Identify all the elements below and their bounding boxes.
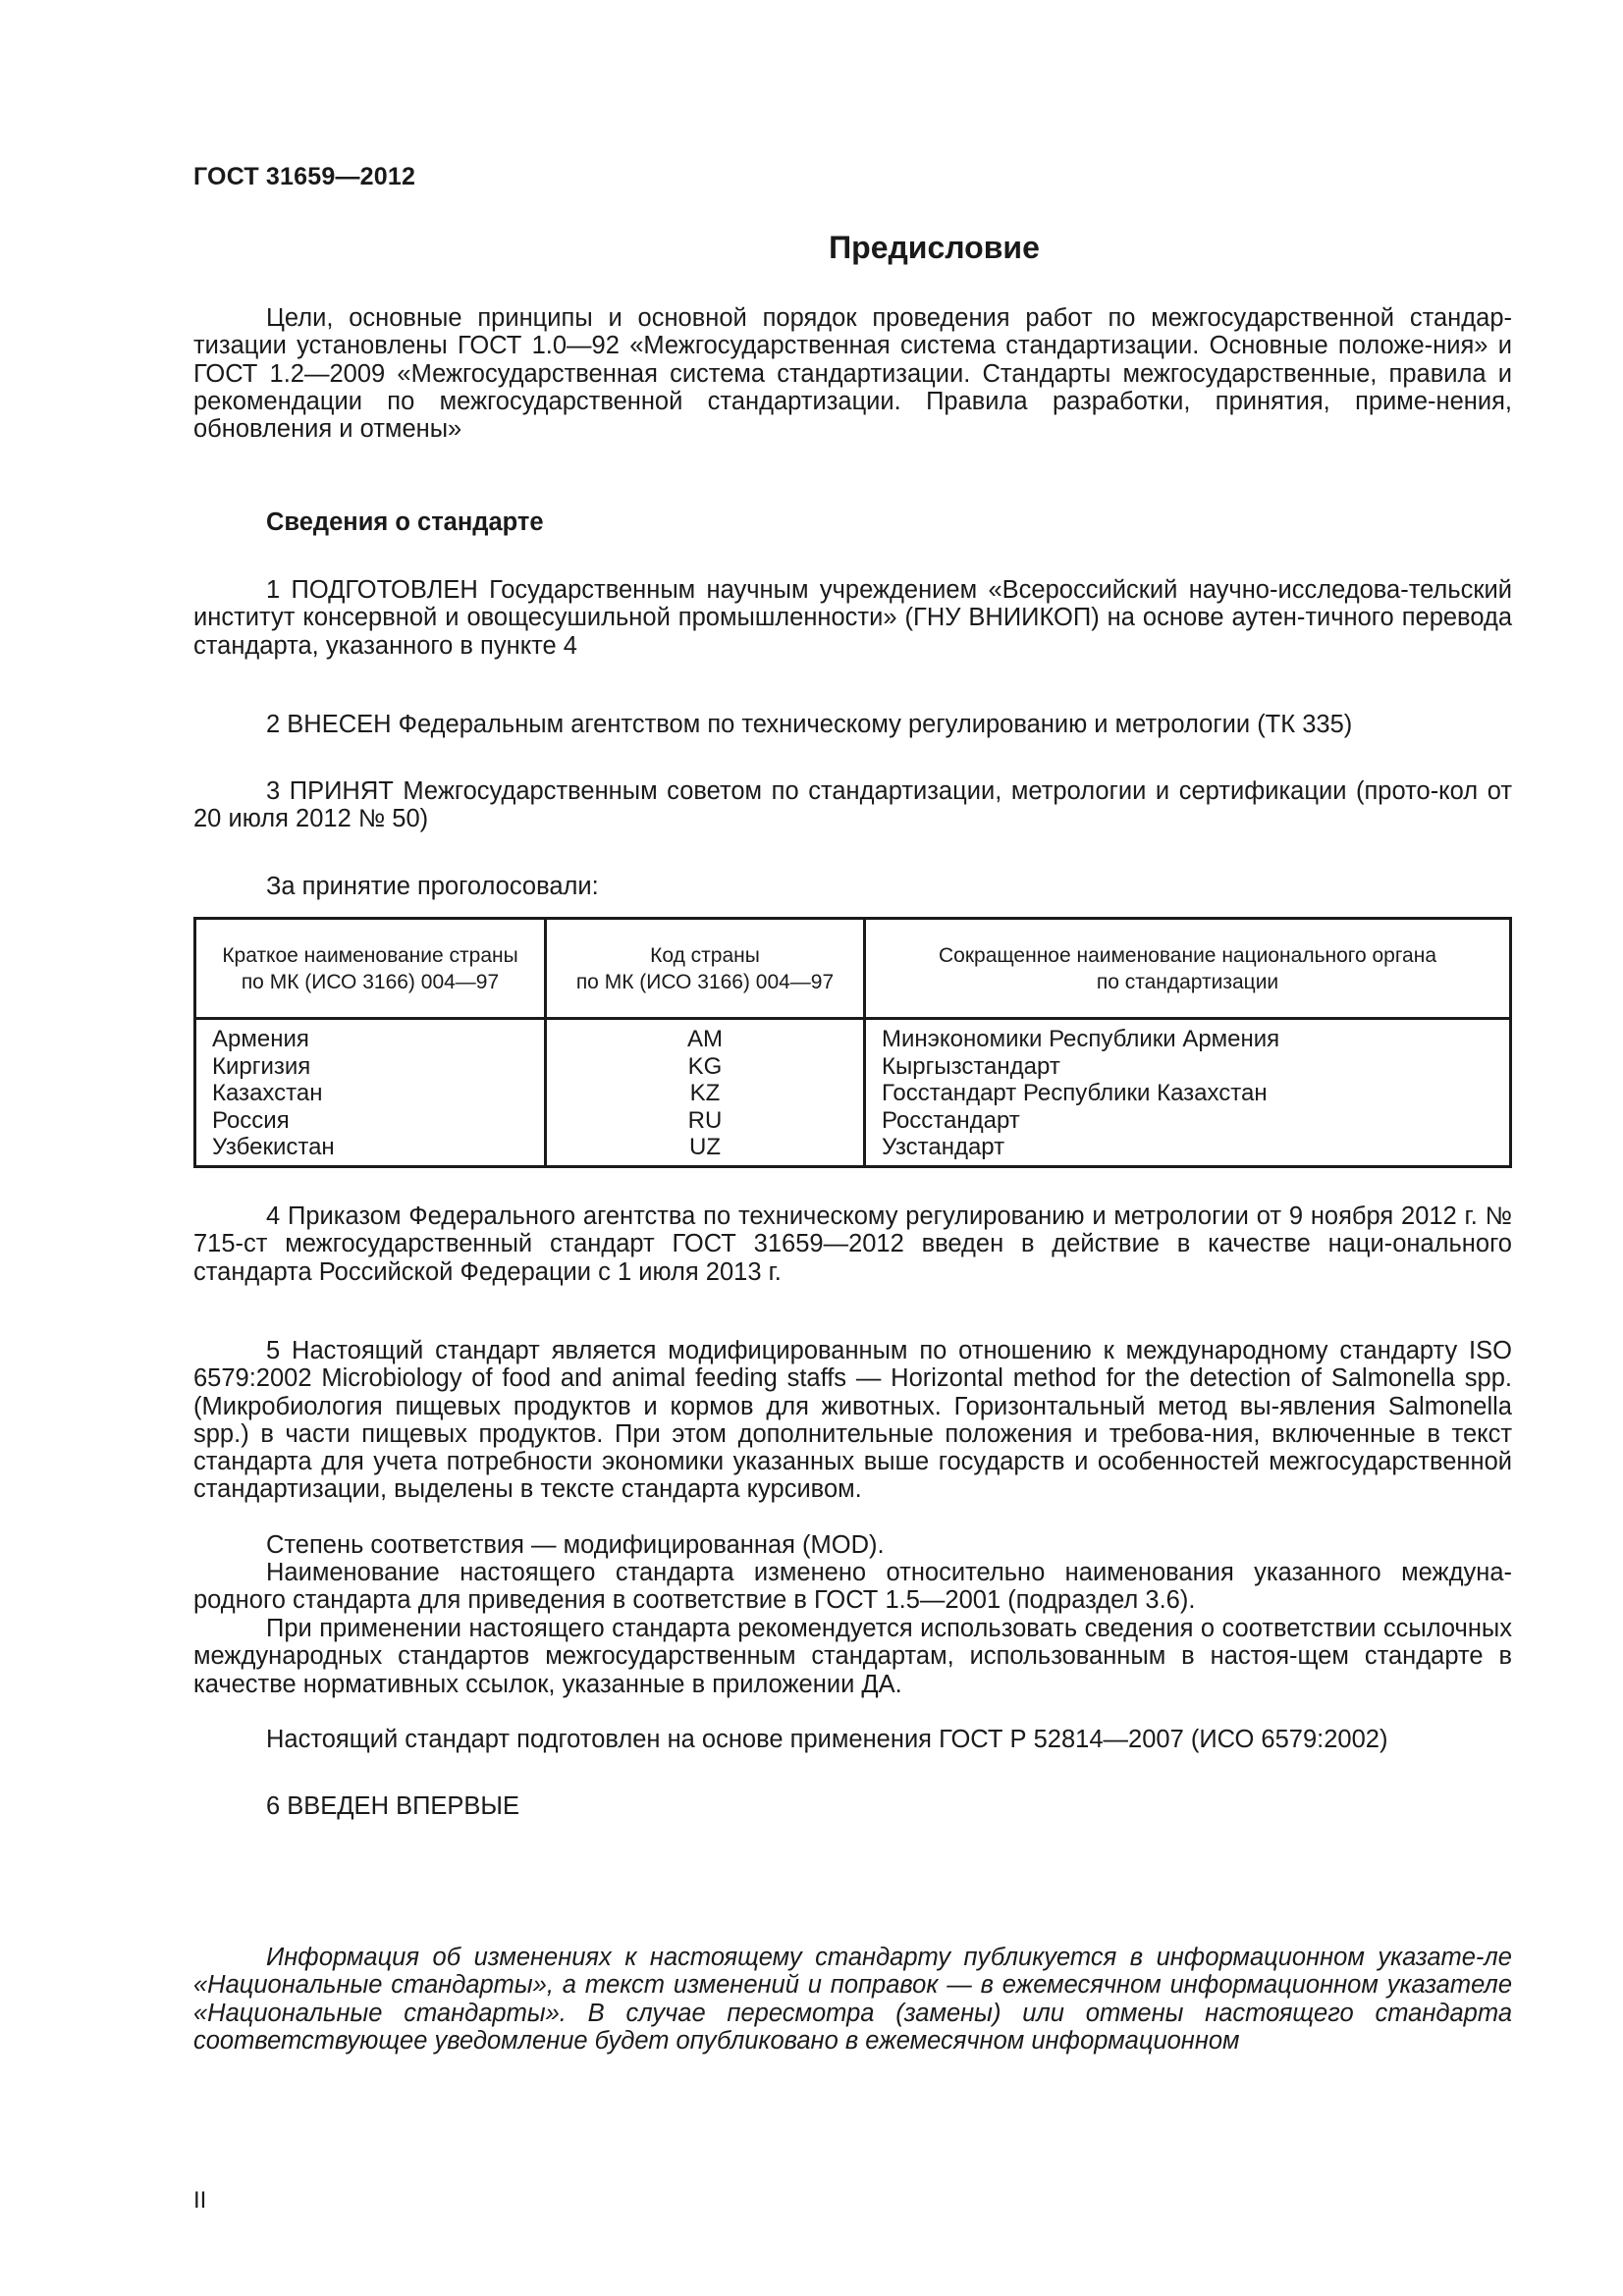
country-code: UZ — [689, 1134, 721, 1160]
item-6: 6 ВВЕДЕН ВПЕРВЫЕ — [266, 1792, 520, 1820]
item-2: 2 ВНЕСЕН Федеральным агентством по техническому регулированию и метрологии (ТК 335) — [266, 711, 1353, 738]
national-body: Кыргызстандарт — [882, 1052, 1060, 1080]
national-body: Росстандарт — [882, 1106, 1020, 1134]
item-3 — [193, 777, 1512, 833]
national-body: Узстандарт — [882, 1134, 1005, 1160]
country-name: Казахстан — [212, 1080, 323, 1106]
header-line: по МК (ИСО 3166) 004—97 — [575, 970, 835, 993]
country-name: Киргизия — [212, 1052, 311, 1080]
national-bodies-cell — [865, 1019, 1511, 1167]
change-notice-text: Информация об изменениях к настоящему стандарту публикуется в информационном указате-ле «Национальные стандарты», а текст изменений и поправок — в ежемесячном информационном указателе «Национальные стандарты». В случае пересмотра (замены) или отмены настоящего стандарта соответствующее уведомление будет опубликовано в ежемесячном информационном — [193, 1944, 1512, 2055]
country-names-cell — [195, 1019, 546, 1167]
vote-table — [193, 917, 1512, 1168]
header-country-code — [546, 919, 865, 1019]
item-1 — [193, 576, 1512, 660]
item-5-name — [193, 1559, 1512, 1615]
item-5-name-text: Наименование настоящего стандарта изменено относительно наименования указанного междуна-родного стандарта для приведения в соответствие в ГОСТ 1.5—2001 (подраздел 3.6). — [193, 1559, 1512, 1615]
country-code: KZ — [689, 1080, 721, 1106]
country-code: RU — [687, 1106, 723, 1134]
country-name: Россия — [212, 1106, 290, 1134]
info-heading: Сведения о стандарте — [266, 508, 544, 536]
header-line: Краткое наименование страны — [222, 943, 518, 967]
page-number: II — [193, 2187, 207, 2214]
header-line: Сокращенное наименование национального органа — [938, 943, 1437, 967]
header-line: по МК (ИСО 3166) 004—97 — [241, 970, 500, 993]
table-header-row — [195, 919, 1511, 1019]
title-text: Предисловие — [829, 230, 1040, 265]
country-name: Армения — [212, 1026, 309, 1052]
national-body: Минэкономики Республики Армения — [882, 1026, 1280, 1052]
item-5-text: 5 Настоящий стандарт является модифицированным по отношению к международному стандарту ISO 6579:2002 Microbiology of food and animal feeding staffs — Horizontal method for the detection of Salmonella spp. (Микробиология пищевых продуктов и кормов для животных. Горизонтальный метод вы-явления Salmonella spp.) в части пищевых продуктов. При этом дополнительные положения и требова-ния, включенные в текст стандарта для учета потребности экономики указанных выше государств и особенностей межгосударственной стандартизации, выделены в тексте стандарта курсивом. — [193, 1337, 1512, 1504]
item-1-text: 1 ПОДГОТОВЛЕН Государственным научным учреждением «Всероссийский научно-исследова-тельский институт консервной и овощесушильной промышленности» (ГНУ ВНИИКОП) на основе аутен-тичного перевода стандарта, указанного в пункте 4 — [193, 576, 1512, 660]
national-body: Госстандарт Республики Казахстан — [882, 1080, 1268, 1106]
intro-text: Цели, основные принципы и основной порядок проведения работ по межгосударственной стандар-тизации установлены ГОСТ 1.0—92 «Межгосударственная система стандартизации. Основные положе-ния» и ГОСТ 1.2—2009 «Межгосударственная система стандартизации. Стандарты межгосударственные, правила и рекомендации по межгосударственной стандартизации. Правила разработки, принятия, приме-нения, обновления и отмены» — [193, 304, 1512, 444]
intro-paragraph — [193, 304, 1512, 443]
header-national-body — [865, 919, 1511, 1019]
country-name: Узбекистан — [212, 1134, 335, 1160]
table-row — [195, 1019, 1511, 1167]
country-code: AM — [687, 1026, 723, 1052]
item-5-refs-text: При применении настоящего стандарта рекомендуется использовать сведения о соответствии ссылочных международных стандартов межгосударственным стандартам, использованным в настоя-щем стандарте в качестве нормативных ссылок, указанные в приложении ДА. — [193, 1615, 1512, 1698]
item-5-basis: Настоящий стандарт подготовлен на основе применения ГОСТ Р 52814—2007 (ИСО 6579:2002) — [266, 1726, 1388, 1753]
header-line: по стандартизации — [1096, 970, 1279, 993]
item-5-refs — [193, 1615, 1512, 1698]
item-4 — [193, 1202, 1512, 1286]
country-code: KG — [687, 1052, 723, 1080]
item-3-text: 3 ПРИНЯТ Межгосударственным советом по стандартизации, метрологии и сертификации (прото-кол от 20 июля 2012 № 50) — [193, 777, 1512, 833]
country-codes-cell — [546, 1019, 865, 1167]
header-country-name — [195, 919, 546, 1019]
change-notice — [193, 1944, 1512, 2055]
item-4-text: 4 Приказом Федерального агентства по техническому регулированию и метрологии от 9 ноября 2012 г. № 715-ст межгосударственный стандарт ГОСТ 31659—2012 введен в действие в качестве наци-онального стандарта Российской Федерации с 1 июля 2013 г. — [193, 1202, 1512, 1286]
document-code: ГОСТ 31659—2012 — [193, 163, 416, 190]
page-title — [0, 230, 1623, 266]
vote-intro: За принятие проголосовали: — [266, 873, 599, 900]
item-5-degree: Степень соответствия — модифицированная (MOD). — [266, 1531, 885, 1559]
item-5 — [193, 1337, 1512, 1504]
header-line: Код страны — [650, 943, 760, 967]
